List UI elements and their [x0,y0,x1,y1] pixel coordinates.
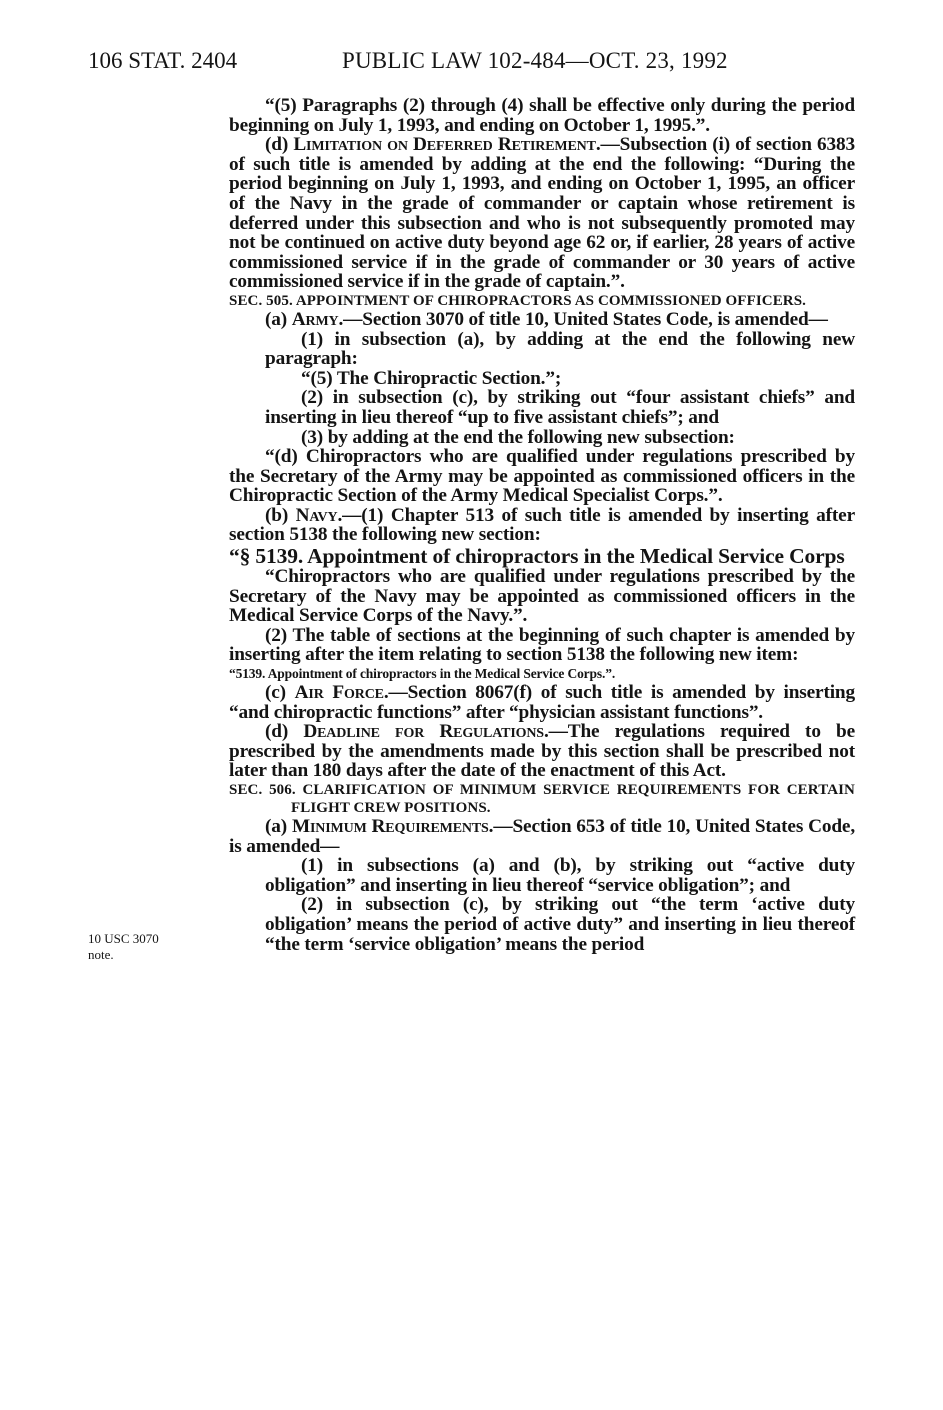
subsection-d-deadline [229,722,855,781]
subsection-heading: Limitation on Deferred Retirement. [293,134,601,156]
subsection-heading: Navy. [295,504,343,526]
subsection-a-army [229,310,855,330]
subsection-d-deferred-retirement [229,135,855,292]
subsection-label: (c) [265,682,295,704]
subsection-text: —The regulations required to be prescribed by the amendments made by this section shall be prescribed not later than 180 days after the date of the enactment of this Act. [229,721,855,782]
subsection-heading: Air Force. [294,682,389,704]
subsection-heading: Minimum Requirements. [291,816,494,837]
subsection-text: —Section 3070 of title 10, United States Code, is amended— [343,308,828,330]
subsection-c-air-force [229,683,855,722]
page-header [88,46,858,76]
subsection-label: (a) [265,816,292,837]
quoted-paragraph-a1: “(5) The Chiropractic Section.”; [301,367,562,389]
margin-note-citation: 10 USC 3070 [88,931,159,946]
section-5139-title: “§ 5139. Appointment of chiropractors in the Medical Service Corps [229,544,845,569]
paragraph-a3: (3) by adding at the end the following new subsection: [301,426,735,448]
subsection-text: —Section 8067(f) of such title is amended by inserting “and chiropractic functions” after “physician assistant functions”. [229,682,855,723]
margin-note [88,931,198,963]
subsection-text: —Subsection (i) of section 6383 of such title is amended by adding at the end the following: “During the period beginning on July 1, 1993, and ending on October 1, 1995, an officer of the Navy in the grade of commander or captain whose retirement is deferred under this subsection and who is not subsequently promoted may not be continued on active duty beyond age 62 or, if earlier, 28 years of active commissioned service if in the grade of commander or 30 years of active commissioned service if in the grade of captain.”. [229,134,855,293]
subsection-label: (d) [265,721,304,743]
margin-note-label: note. [88,947,114,962]
subsection-text: —(1) Chapter 513 of such title is amended by inserting after section 5138 the following new section: [229,504,855,546]
section-505-heading: SEC. 505. APPOINTMENT OF CHIROPRACTORS AS COMMISSIONED OFFICERS. [229,292,807,309]
subsection-heading: Army. [291,308,344,330]
stat-page-number: 106 STAT. 2404 [88,48,238,73]
subsection-heading: Deadline for Regulations. [303,721,549,743]
subsection-label: (b) [265,504,296,526]
document-body [229,96,855,954]
paragraph-5: “(5) Paragraphs (2) through (4) shall be effective only during the period beginning on July 1, 1993, and ending on October 1, 1995.”. [229,95,855,136]
paragraph-a2: (2) in subsection (c), by striking out “four assistant chiefs” and inserting in lieu thereof “up to five assistant chiefs”; and [265,387,855,428]
paragraph-m1: (1) in subsections (a) and (b), by striking out “active duty obligation” and inserting in lieu thereof “service obligation”; and [265,855,855,896]
section-506-heading: SEC. 506. CLARIFICATION OF MINIMUM SERVICE REQUIREMENTS FOR CERTAIN FLIGHT CREW POSITIONS. [229,782,855,816]
subsection-label: (a) [265,308,292,330]
law-title: PUBLIC LAW 102-484—OCT. 23, 1992 [342,48,728,73]
subsection-a-minimum-requirements [229,817,855,856]
paragraph-b2: (2) The table of sections at the beginning of such chapter is amended by inserting after the item relating to section 5138 the following new item: [229,624,855,666]
section-5139-text: “Chiropractors who are qualified under regulations prescribed by the Secretary of the Navy may be appointed as commissioned officers in the Medical Service Corps of the Navy.”. [229,566,855,627]
quoted-subsection-d: “(d) Chiropractors who are qualified under regulations prescribed by the Secretary of the Army may be appointed as commissioned officers in the Chiropractic Section of the Army Medical Specialist Corps.”. [229,446,855,507]
table-of-sections-item: “5139. Appointment of chiropractors in the Medical Service Corps.”. [229,666,616,682]
subsection-text: —Section 653 of title 10, United States Code, is amended— [229,816,856,857]
paragraph-m2: (2) in subsection (c), by striking out “the term ‘active duty obligation’ means the period of active duty” and inserting in lieu thereof “the term ‘service obligation’ means the period [265,894,855,955]
paragraph-a1: (1) in subsection (a), by adding at the end the following new paragraph: [265,328,855,370]
subsection-label: (d) [265,134,294,156]
subsection-b-navy [229,506,855,545]
